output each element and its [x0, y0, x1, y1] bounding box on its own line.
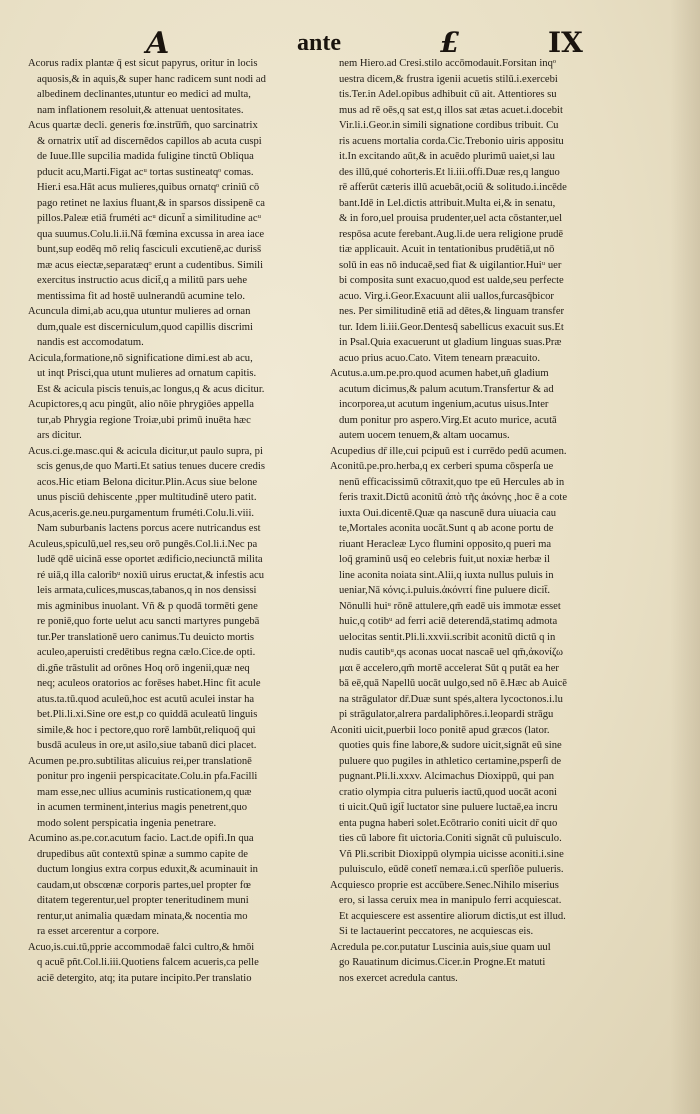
text-line: huic,q cotibᵘ ad ferri aciē deterendā,statimq admota — [339, 616, 558, 627]
text-line: & ornatrix utit̄ ad discernēdos capillos ab acuta cuspi — [37, 135, 262, 147]
text-line: ductum longius extra corpus eduxit,& acuminauit in — [37, 864, 258, 875]
text-line: iuxta Oui.dicentē.Quæ qa nascunē dura uiuacia cau — [339, 507, 557, 519]
text-line: Acredula pe.cor.putatur Luscinia auis,siue quam uul — [330, 941, 551, 953]
text-line: ditatem tegerentur,uel propter teneritudinem muni — [37, 895, 249, 906]
header-word: ante — [297, 30, 341, 56]
text-line: Acumen pe.pro.subtilitas alicuius rei,per translationē — [28, 755, 252, 767]
text-line: it.In excitando aūt,& in acuēdo plurimū uaiet,si lau — [339, 151, 555, 162]
text-line: Acuo,is.cui.tū,pprie accommodaē falci cultro,& hmōi — [28, 941, 255, 953]
text-line: tur,ab Phrygia regione Troiæ,ubi primū inuēta hæc — [37, 414, 251, 426]
text-line: Nam suburbanis lactens porcus acere nutricandus est — [37, 523, 261, 534]
text-line: autem uocem tenuem,& altam uocamus. — [339, 430, 510, 441]
text-line: Acus,aceris.ge.neu.purgamentum fruméti.Colu.li.viii. — [28, 507, 255, 519]
text-line: nandis est accomodatum. — [37, 337, 144, 348]
text-line: puluisculo, eūdē conetī nemæa.i.cū sperſiōe pulueris. — [339, 864, 564, 875]
text-line: bant.Idē in Lel.dictis attribuit.Multa ei,& in senatu, — [339, 197, 556, 209]
text-line: ut inqt Prisci,qua utunt mulieres ad ornatum capitis. — [37, 368, 257, 379]
text-line: ueniar,Nā κόνις.i.puluis.ἀκόνιτί fine puluere dicit̄. — [339, 585, 551, 596]
text-line: di.gñe trāstulit ad orōnes Hoq orō ingenii,quæ neq — [37, 662, 250, 674]
text-line: q acuē pñt.Col.li.iii.Quotiens falcem acueris,ca pelle — [37, 957, 259, 968]
text-line: bet.Pli.li.xi.Sine ore est,p co quiddā aculeatū linguis — [37, 709, 258, 720]
text-line: drupedibus aūt contextū spinæ a summo capite de — [37, 848, 248, 860]
text-line: Nōnulli huiᵘ rōnē attulere,qm̄ eadē uis immotæ esset — [339, 600, 561, 612]
text-line: uestra dicem,& frustra igenii acuetis stilū.i.exercebi — [339, 73, 558, 85]
text-line: ludē qdē uicinā esse oportet ædificio,neciunctā milita — [37, 554, 263, 565]
text-line: dum,quale est discerniculum,quod capillis discrimi — [37, 321, 253, 333]
running-header — [0, 26, 700, 60]
text-line: busdā aculeus in ore,ut asilo,siue tabanū dici placet. — [37, 740, 257, 751]
text-line: mis agminibus inuolant. Vñ & p quodā tormēti gene — [37, 600, 258, 612]
text-line: Vñ Pli.scribit Dioxippū olympia uicisse aconiti.i.sine — [339, 848, 564, 860]
text-line: line aconita noiata sint.Alii,q iuxta nullus puluis in — [339, 569, 554, 581]
text-line: bunt,sup eodēq mō reliq fasciculi excutienē,ac duriss̄ — [37, 244, 262, 255]
text-line: Acus.ci.ge.masc.qui & acicula dicitur,ut paulo supra, pi — [28, 445, 263, 457]
text-line: quoties quis fine labore,& sudore uicit,signāt eū sine — [339, 740, 562, 751]
text-line: bi composita sunt exacuo,quod est ualde,seu perfecte — [339, 275, 564, 286]
text-line: nam inflationem resoluit,& attenuat uentositates. — [37, 104, 244, 116]
text-line: Et acquiescere est assentire aliorum dictis,ut est illud. — [339, 910, 566, 922]
text-line: Acus quartæ decli. generis fœ.instru̅m̄, quo sarcinatrix — [28, 120, 258, 131]
text-line: Acquiesco proprie est accūbere.Senec.Nihilo miserius — [330, 879, 559, 891]
text-line: nos exercet acredula cantus. — [339, 972, 458, 984]
right-text-column — [330, 56, 612, 986]
text-line: qua suumus.Colu.li.ii.Nā fœmina excussa in area iace — [37, 228, 265, 240]
text-line: Vir.li.i.Geor.in simili signatione cordibus tribuit. Cu — [339, 120, 559, 131]
text-line: bā eē,quā Napellū uocāt uulgo,sed nō ē.Hæc ab Auicē — [339, 678, 567, 689]
text-line: ero, si lassa ceruix mea in manipulo ferri acquiescat. — [339, 895, 562, 906]
text-line: pugnant.Pli.li.xxxv. Alcimachus Dioxippū, qui pan — [339, 771, 554, 782]
text-line: albedinem declinantes,utuntur eo medici ad multa, — [37, 89, 251, 100]
text-line: ra esset arcerentur a corpore. — [37, 926, 160, 937]
text-line: ponitur pro ingenii perspicacitate.Colu.in pfa.Facilli — [37, 771, 258, 782]
text-line: unus pisciū dehiscente ,pper multitudinē utero patit. — [37, 492, 257, 503]
text-line: acutum dicimus,& palum acutum.Transfertur & ad — [339, 383, 554, 395]
text-line: pago retinet ne laxius fluant,& in sparsos dissipenē ca — [37, 197, 266, 209]
text-line: mam esse,nec ullius acuminis rusticationem,q quæ — [37, 786, 252, 798]
text-line: modo solent perspicatia ingenia penetrare. — [37, 817, 217, 829]
left-text-column — [28, 56, 310, 986]
text-line: nem Hiero.ad Cresi.stilo accōmodauit.Forsitan inqᵒ — [339, 58, 556, 69]
text-line: acuo prius acuo.Cato. Vitem tenearn præacuito. — [339, 352, 540, 364]
header-glyph: £ — [440, 26, 460, 59]
text-line: & in foro,uel prouisa prudenter,uel acta cōstanter,uel — [339, 213, 563, 224]
text-line: Est & acicula piscis tenuis,ac longus,q & acus dicitur. — [37, 383, 265, 395]
text-line: solū in eas nō inducaē,sed fiat & uigilantior.Huiᵘ uer — [339, 259, 562, 271]
text-line: dum ponitur pro aspero.Virg.Et acuto murice, acutā — [339, 414, 557, 426]
text-line: rē afferūt cæteris illū acuebāt,ociū & solitudo.i.incēde — [339, 182, 567, 193]
text-line: mus ad rē oēs,q sat est,q illos sat ætas acuet.i.docebit — [339, 104, 563, 116]
text-line: ties cū labore fit uictoria.Coniti signāt cū puluisculo. — [339, 833, 562, 844]
text-line: pducit acu,Marti.Figat acᵘ tortas sustineatqᵒ comas. — [37, 166, 254, 178]
text-line: rentur,ut animalia quædam minata,& nocentia mo — [37, 910, 248, 922]
text-line: ti uicit.Quū igit̄ luctator sine puluere luctaē,ea incru — [339, 802, 558, 813]
text-line: Acorus radix plantæ q̄ est sicut papyrus, oritur in locis — [28, 58, 258, 69]
text-line: incorporea,ut acutum ingenium,acutus uisus.Inter — [339, 399, 549, 410]
text-line: simile,& hoc i pectore,quo rorē lambūt,reliquoq̄ qui — [37, 724, 256, 736]
text-line: Aconiti uicit,puerbii loco ponitē apud græcos (lator. — [330, 724, 550, 736]
text-line: in acumen terminent,interius magis penetrent,quo — [37, 802, 248, 813]
text-line: tur.Per translationē uero canimus.Tu deuicto mortis — [37, 631, 255, 643]
text-line: nenū efficacissimū cōtraxit,quo tpe eū Hercules ab in — [339, 476, 565, 488]
text-line: ars dicitur. — [37, 430, 82, 441]
text-line: neq; aculeos oratorios ac forēses habet.Hinc fit acule — [37, 678, 261, 689]
text-line: Acutus.a.um.pe.pro.quod acumen habet,uñ gladium — [330, 368, 549, 379]
text-line: μαι ē accelero,qm̄ mortē accelerat Sūt q putāt ea her — [339, 662, 559, 674]
text-line: pillos.Paleæ etiā fruméti acᵘ dicunt̄ a similitudine acᵘ — [37, 213, 262, 224]
text-line: leis armata,culices,muscas,tabanos,q in nos densissi — [37, 585, 257, 596]
text-line: Acupedius dr̄ ille,cui pcipuū est i currēdo pedū acumen. — [330, 445, 567, 457]
text-line: Acuncula dimi,ab acu,qua utuntur mulieres ad ornan — [28, 306, 251, 317]
text-line: feris traxit.Dictū aconitū ἀπὸ τῆς ἀκόνης ,hoc ē a cote — [339, 492, 568, 503]
text-line: in Psal.Quia exacuerunt ut gladium linguas suas.Præ — [339, 337, 562, 348]
text-line: Acicula,formatione,nō significatione dimi.est ab acu, — [28, 352, 253, 364]
text-line: aciē detergito, atq; ita putare incipito.Per translatio — [37, 972, 252, 984]
text-line: scis genus,de quo Marti.Et satius tenues ducere credis — [37, 461, 265, 472]
text-line: loq̄ graminū usq̄ eo celebris fuit,ut noxiæ herbæ il — [339, 554, 550, 565]
text-line: Acupictores,q acu pingūt, alio nōie phrygiōes appella — [28, 399, 254, 410]
text-line: tis.Ter.in Adel.opibus adhibuit cū ait. Attentiores su — [339, 89, 557, 100]
text-line: aquosis,& in aquis,& super hanc radicem sunt nodi ad — [37, 73, 266, 85]
text-line: mæ acus eiectæ,separatæqᵒ erunt a cudentibus. Simili — [37, 259, 264, 271]
text-line: uelocitas sentit.Pli.li.xxvii.scribit aconitū dictū q in — [339, 631, 556, 643]
text-line: cratio olympia citra pulueris iactū,quod uocāt aconi — [339, 786, 557, 798]
page-edge-shadow — [670, 0, 700, 1114]
folio-number: IX — [548, 26, 583, 59]
text-line: tur. Idem li.iii.Geor.Dentesq̄ sabellicus exacuit sus.Et — [339, 321, 564, 333]
text-line: go Rauatinum dicimus.Cicer.in Progne.Et matuti — [339, 957, 546, 968]
text-line: tiæ applicauit. Acuit in tentationibus prudētiā,ut nō — [339, 244, 555, 255]
text-line: ré uiā,q illa caloribᵘ noxiū uirus eructat,& infestis acu — [37, 569, 265, 581]
text-line: Aconitū.pe.pro.herba,q ex cerberi spuma cōsperſa ue — [330, 461, 554, 472]
text-line: Acumino as.pe.cor.acutum facio. Lact.de opifi.In qua — [28, 833, 254, 844]
text-line: Aculeus,spiculū,uel res,seu orō pungēs.Col.li.i.Nec pa — [28, 538, 258, 550]
text-line: de Iuue.Ille supcilia madida fuligine tinctū Obliqua — [37, 151, 254, 162]
text-line: des illū,qué cohorteris.Et li.iii.offi.Duæ res,q languo — [339, 166, 560, 178]
header-letter: A — [146, 26, 170, 61]
text-line: nes. Per similitudinē etiā ad dētes,& linguam transfer — [339, 306, 565, 317]
text-line: Hier.i esa.Hāt acus mulieres,quibus ornatqᵒ criniū cō — [37, 182, 260, 193]
text-line: respōsa acute ferebant.Aug.li.de uera religione prudē — [339, 228, 564, 240]
text-line: exercitus instructio acus dicit̄,q a militū pars uehe — [37, 275, 248, 286]
text-line: mentissima fit ad hostē uulnerandū acumine telo. — [37, 290, 245, 302]
text-line: re poniē,quo forte uelut acu sancti martyres pungebā — [37, 616, 260, 627]
text-line: Si te lactauerint peccatores, ne acquiescas eis. — [339, 926, 534, 937]
text-line: na strāgulator dr̄.Duæ sunt spés,altera lycoctonos.i.lu — [339, 693, 563, 705]
text-line: nudis cautibᵘ,qs aconas uocat nascaē uel qm̄,ἀκονίζω — [339, 647, 563, 658]
text-line: puluere quo pugiles in athletico certamine,psperſi de — [339, 755, 562, 767]
text-line: pi strāgulator,alrera pardaliphōres.i.leopardi strāgu — [339, 709, 554, 720]
text-line: acuo. Virg.i.Geor.Exacuunt alii uallos,furcasq̄bicor — [339, 290, 554, 302]
text-line: riuant Heracleæ Lyco flumini opposito,q pueri ma — [339, 538, 552, 550]
text-line: acos.Hic etiam Belona dicitur.Plin.Acus siue belone — [37, 476, 258, 488]
text-line: atus.ta.tū.quod aculeū,hoc est acutū aculei instar ha — [37, 693, 255, 705]
text-line: ris acuens mortalia corda.Cic.Trebonio uiris appositu — [339, 135, 564, 147]
text-line: aculeo,aperuisti credētibus regna cælo.Cice.de opti. — [37, 647, 256, 658]
text-line: enta pugna haberi solet.Ecōtrario coniti uicit dr̄ quo — [339, 817, 558, 829]
text-line: te,Mortales aconita uocāt.Sunt q ab acone portu de — [339, 523, 554, 534]
text-line: caudam,ut obscœnæ corporis partes,uel propter fœ — [37, 879, 251, 891]
